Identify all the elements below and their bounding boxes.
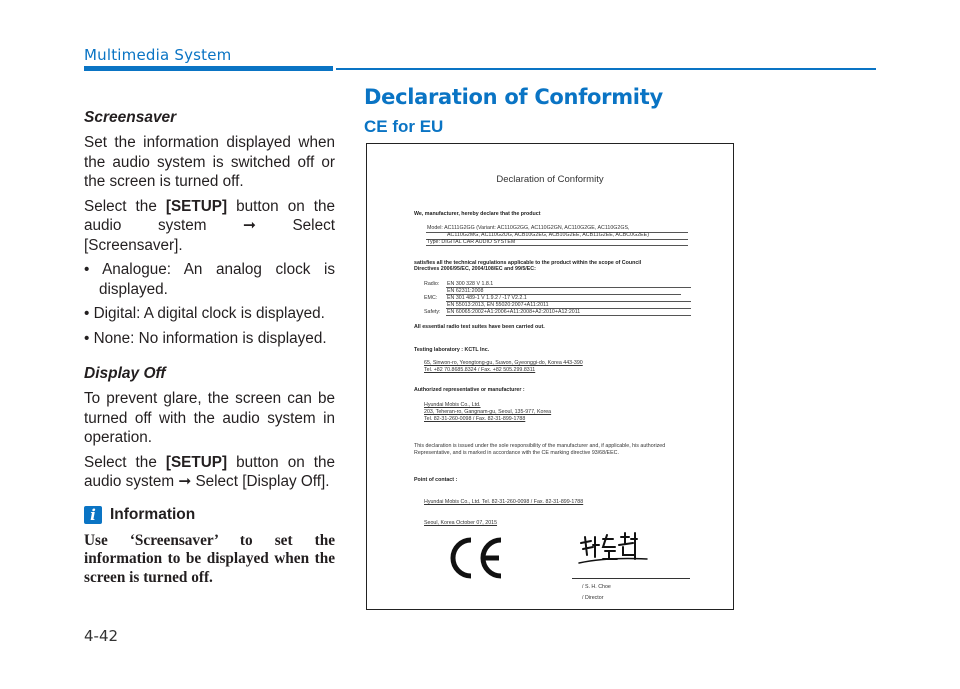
signer-title: / Director xyxy=(582,595,604,601)
contact-line: Hyundai Mobis Co., Ltd. Tel. 82-31-260-0098 / Fax. 82-31-899-1788 xyxy=(424,499,584,505)
radio-label: Radio: xyxy=(424,281,440,287)
setup-button-label: [SETUP] xyxy=(165,197,228,215)
authorized-rep: Authorized representative or manufacturer : xyxy=(414,387,525,393)
point-of-contact: Point of contact : xyxy=(414,477,458,483)
display-off-title: Display Off xyxy=(84,365,166,382)
info-icon: i xyxy=(84,506,102,524)
page-number: 4-42 xyxy=(84,627,119,645)
ce-mark-logo xyxy=(447,534,507,582)
bullet-none: • None: No information is displayed. xyxy=(84,329,327,347)
declaration-heading: Declaration of Conformity xyxy=(364,85,663,109)
declaration-line-2: Representative, and is marked in accordance with the CE marking directive 93/68/EEC. xyxy=(414,450,619,456)
select-screensaver-instruction xyxy=(84,197,335,256)
signer-name: / S. H. Choe xyxy=(582,584,611,590)
bullet-analogue: • Analogue: An analog clock is displayed. xyxy=(84,261,335,298)
select-display-off-instruction xyxy=(84,453,335,492)
left-column xyxy=(84,109,335,587)
information-title: Information xyxy=(110,505,196,523)
emc-standard-1: EN 301 489-1 V 1.9.2 / -17 V2.2.1 xyxy=(447,295,527,301)
emc-label: EMC: xyxy=(424,295,438,301)
header-bar-right xyxy=(336,68,876,70)
satisfies-line-2: Directives 2006/95/EC, 2004/108/EC and 99/5/EC: xyxy=(414,266,536,272)
instruction-text: Select the xyxy=(84,197,166,215)
auth-company: Hyundai Mobis Co., Ltd. xyxy=(424,402,481,408)
model-line-2: AC110G2MG, AC110G2UG, ACB10G2EG, ACB10G2EE, ACB11G2EE, ACBC0G2EE) xyxy=(447,232,649,238)
screensaver-desc: Set the information displayed when the audio system is switched off or the screen is turned off. xyxy=(84,134,335,190)
we-manufacturer: We, manufacturer, hereby declare that the product xyxy=(414,211,541,217)
all-essential: All essential radio test suites have been carried out. xyxy=(414,324,545,330)
safety-standard: EN 60065:2002+A1:2006+A11:2008+A2:2010+A12:2011 xyxy=(447,309,581,315)
screensaver-title: Screensaver xyxy=(84,109,177,126)
testing-lab: Testing laboratory : KCTL Inc. xyxy=(414,347,490,353)
safety-label: Safety: xyxy=(424,309,441,315)
lab-address: 65, Sinwon-ro, Yeongtong-gu, Suwon, Gyeonggi-do, Korea 443-390 xyxy=(424,360,583,366)
information-header xyxy=(84,506,335,524)
bullet-digital: • Digital: A digital clock is displayed. xyxy=(84,305,325,322)
instruction-text: Select the xyxy=(84,453,166,471)
instruction-text: button on the audio system ➞ Select [Screensaver]. xyxy=(84,197,336,254)
type-line: Type: DIGITAL CAR AUDIO SYSTEM xyxy=(427,239,516,245)
information-text: Use ‘Screensaver’ to set the information to be displayed when the screen is turned off. xyxy=(84,531,335,586)
lab-phone: Tel. +82 70.8685.8324 / Fax. +82 505.299.8311 xyxy=(424,367,536,373)
date-line: Seoul, Korea October 07, 2015 xyxy=(424,520,498,526)
auth-address: 203, Teheran-ro, Gangnam-gu, Seoul, 135-977, Korea xyxy=(424,409,552,415)
emc-standard-2: EN 55013:2013, EN 55020:2007+A11:2011 xyxy=(447,302,549,308)
declaration-line-1: This declaration is issued under the sole responsibility of the manufacturer and, if applicable, his authorized xyxy=(414,443,666,449)
declaration-certificate xyxy=(366,143,734,610)
radio-standard-2: EN 62311:2008 xyxy=(447,288,484,294)
section-header-title: Multimedia System xyxy=(84,46,232,64)
display-off-desc: To prevent glare, the screen can be turned off with the audio system in operation. xyxy=(84,390,335,446)
radio-standard-1: EN 300 328 V 1.8.1 xyxy=(447,281,494,287)
underline xyxy=(426,245,688,246)
auth-phone: Tel. 82-31-260-0098 / Fax. 82-31-899-1788 xyxy=(424,416,526,422)
underline xyxy=(446,315,691,316)
instruction-text: button on the audio system ➞ Select [Display Off]. xyxy=(84,453,336,490)
satisfies-line-1: satisfies all the technical regulations applicable to the product within the scope of Council xyxy=(414,260,642,266)
ce-for-eu-subheading: CE for EU xyxy=(364,117,444,136)
signature-line xyxy=(572,578,690,579)
header-bar-left xyxy=(84,66,333,71)
signature-image xyxy=(577,529,657,569)
model-line-1: Model: AC111G2GG (Variant: AC110G2GG, AC110G2GN, AC110G2GE, AC110G2GS, xyxy=(427,225,630,231)
certificate-title: Declaration of Conformity xyxy=(496,174,604,185)
setup-button-label: [SETUP] xyxy=(165,453,228,471)
